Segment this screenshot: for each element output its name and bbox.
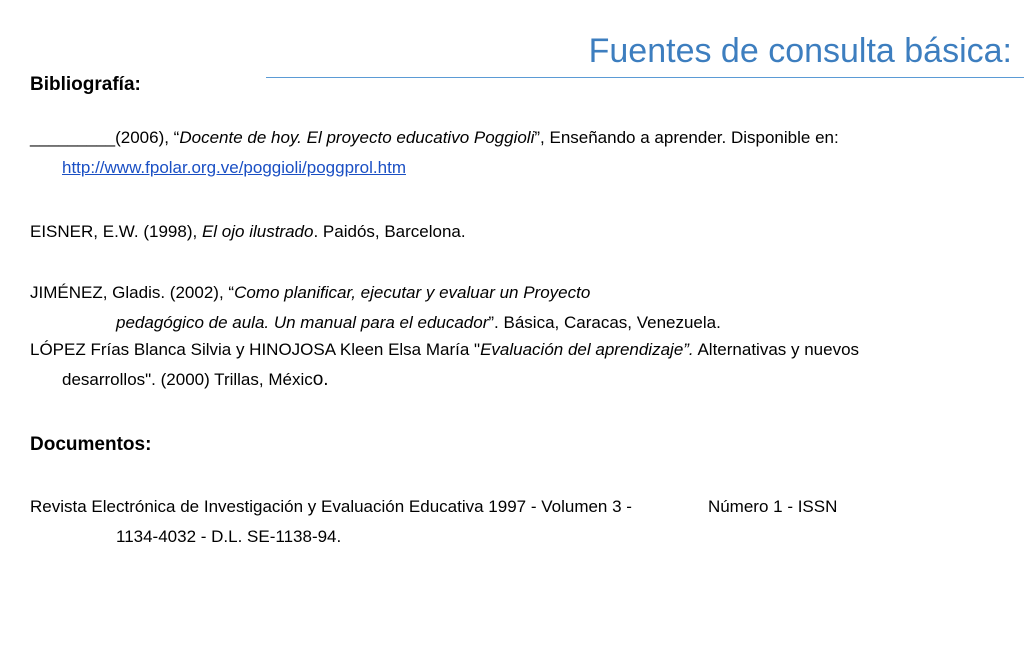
doc-entry-issn: Número 1 - ISSN (707, 497, 838, 516)
bib-entry-suffix: . Paidós, Barcelona. (313, 222, 466, 241)
bib-entry-title: Como planificar, ejecutar y evaluar un Proyecto (234, 283, 591, 302)
title-underline (266, 77, 1024, 78)
doc-entry-text: Revista Electrónica de Investigación y Evaluación Educativa 1997 - Volumen 3 - (30, 497, 632, 516)
bib-entry-prefix: _________(2006), “ (30, 128, 180, 147)
bib-entry-eisner (30, 217, 990, 247)
bib-entry-cont: desarrollos". (2000) Trillas, Méxic (62, 370, 313, 389)
bib-entry-cont-end: o. (312, 369, 329, 390)
bibliography-heading: Bibliografía: (30, 74, 141, 95)
bib-entry-lopez (30, 335, 990, 395)
doc-entry-revista (30, 492, 990, 552)
bib-entry-jimenez (30, 278, 990, 338)
bib-entry-title-cont: pedagógico de aula. Un manual para el educador (116, 313, 489, 332)
bib-entry-suffix: ”. Básica, Caracas, Venezuela. (488, 313, 721, 332)
poggioli-url-link[interactable]: http://www.fpolar.org.ve/poggioli/poggprol.htm (62, 158, 406, 177)
bib-entry-title: Docente de hoy. El proyecto educativo Poggioli (179, 128, 535, 147)
documents-heading: Documentos: (30, 434, 152, 455)
slide-title: Fuentes de consulta básica: (588, 32, 1012, 70)
bib-entry-suffix: Alternativas y nuevos (693, 340, 860, 359)
bib-entry-prefix: JIMÉNEZ, Gladis. (2002), “ (30, 283, 235, 302)
doc-entry-cont: 1134-4032 - D.L. SE-1138-94. (116, 527, 342, 546)
bib-entry-prefix: LÓPEZ Frías Blanca Silvia y HINOJOSA Kleen Elsa María " (30, 340, 481, 359)
bib-entry-suffix: ”, Enseñando a aprender. Disponible en: (534, 128, 839, 147)
bib-entry-prefix: EISNER, E.W. (1998), (30, 222, 202, 241)
bib-entry-poggioli (30, 123, 990, 183)
bib-entry-title: Evaluación del aprendizaje”. (480, 340, 694, 359)
bib-entry-title: El ojo ilustrado (201, 222, 314, 241)
